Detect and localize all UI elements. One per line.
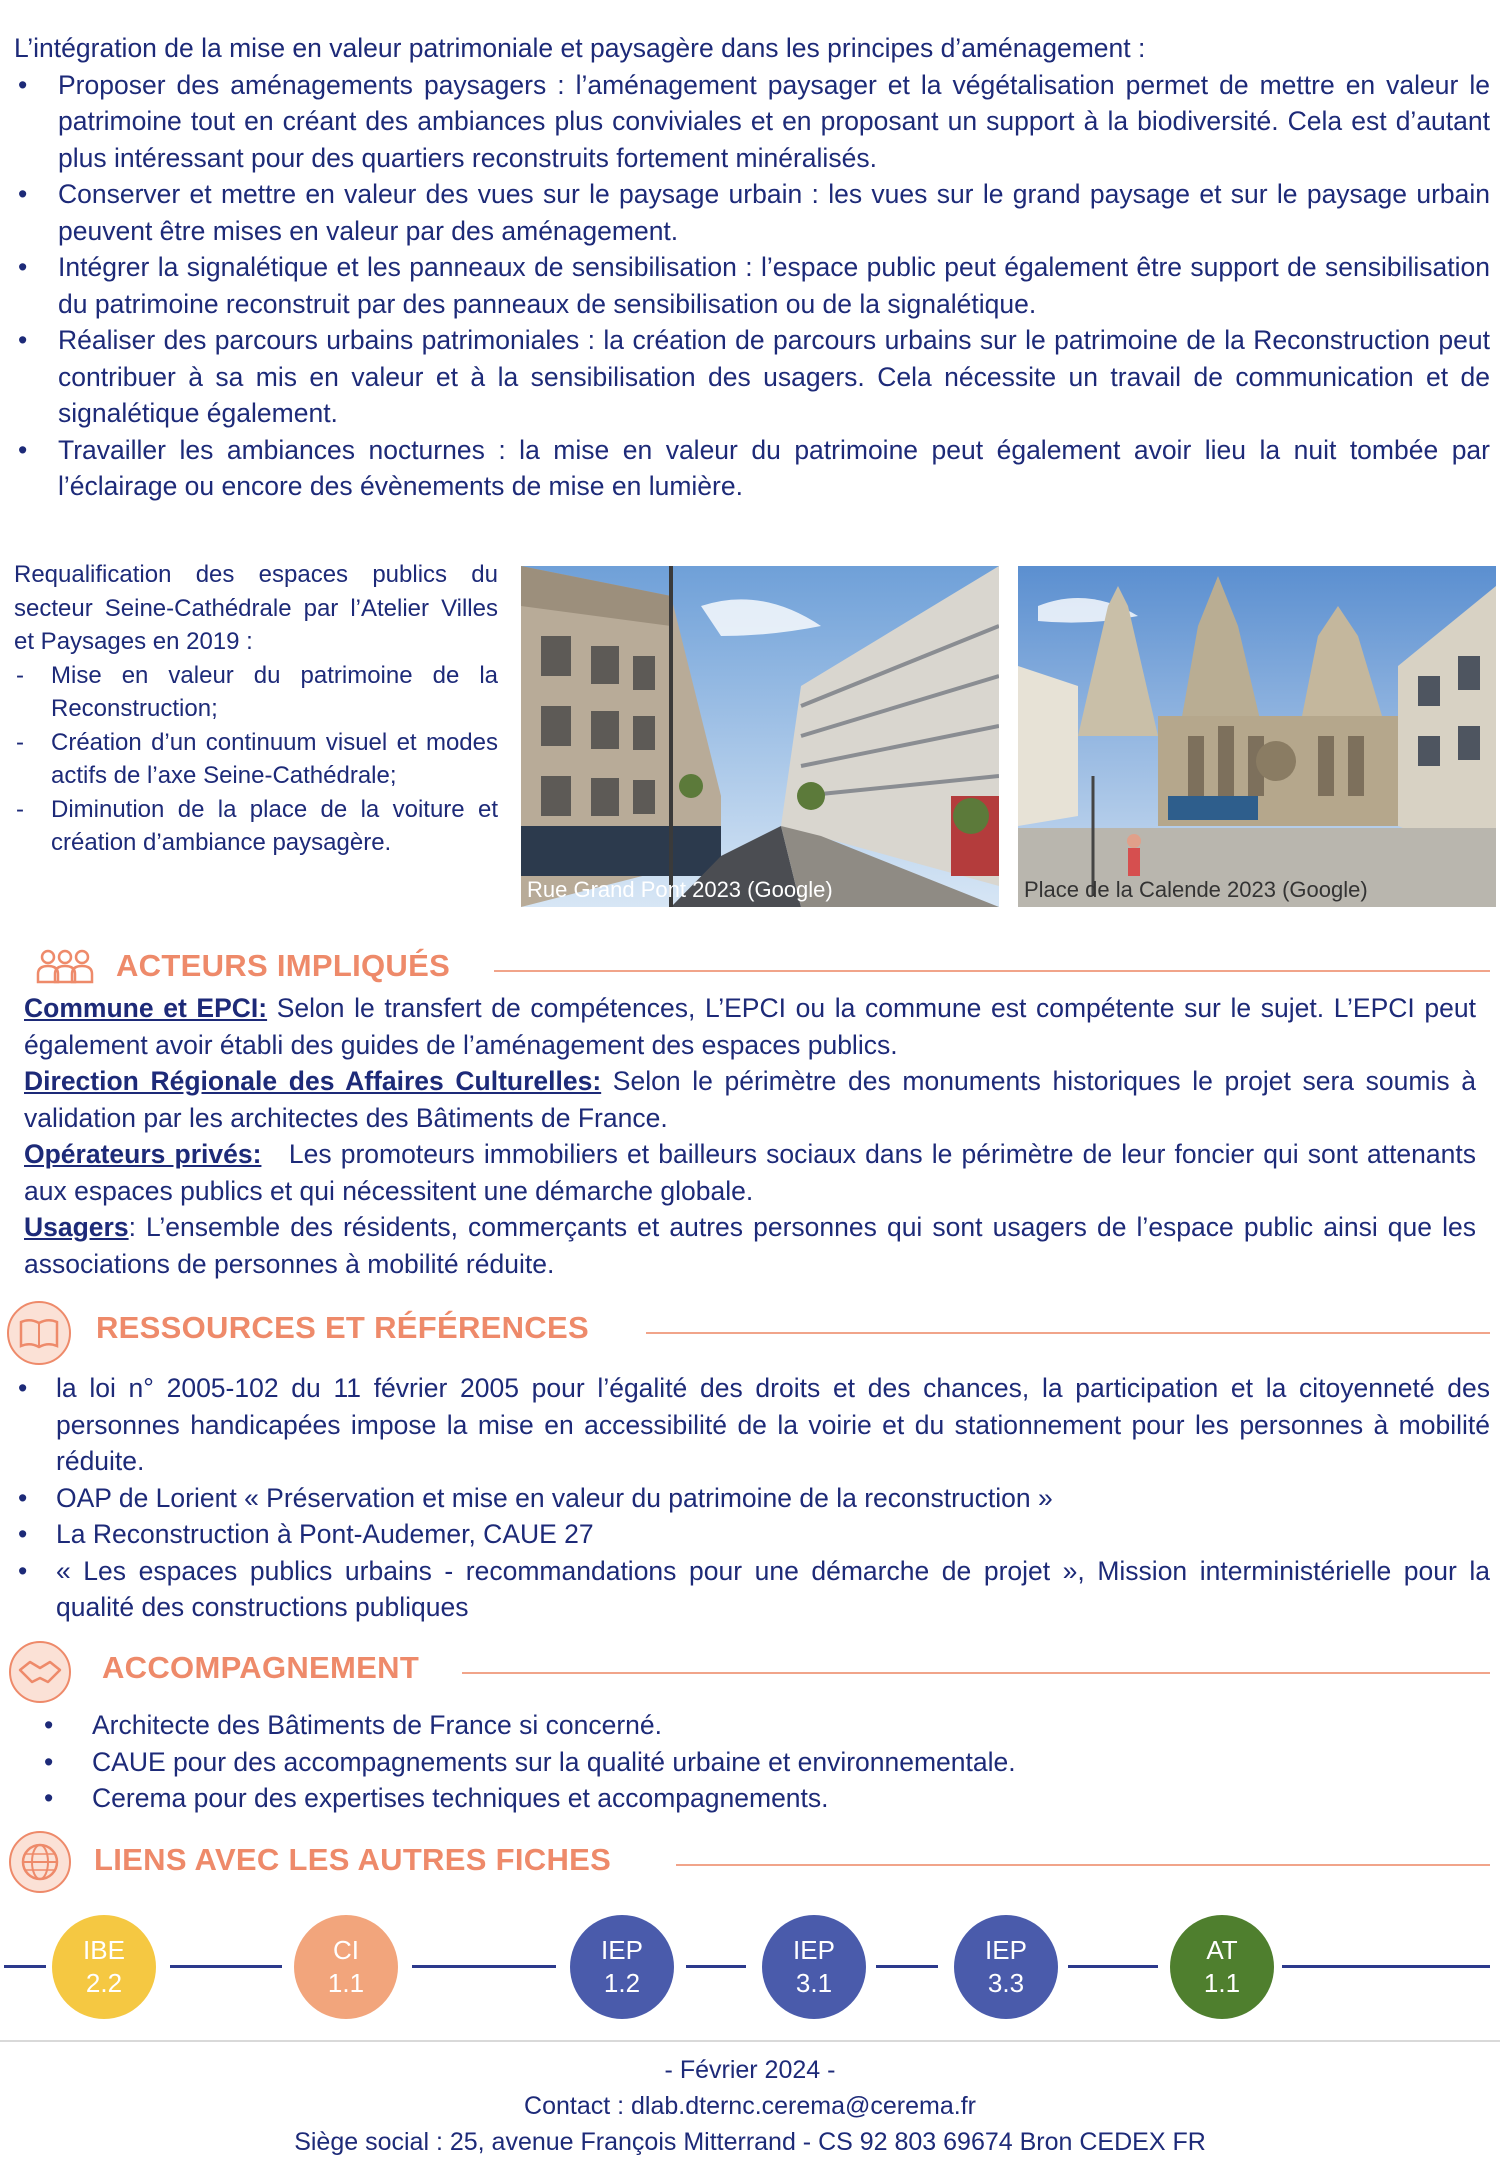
timeline-connector — [1282, 1965, 1490, 1968]
accompaniment-item: • Architecte des Bâtiments de France si concerné. — [40, 1707, 1490, 1744]
fiche-link-iep-1-2[interactable] — [570, 1915, 674, 2019]
intro-bullet: • Conserver et mettre en valeur des vues sur le paysage urbain : les vues sur le grand paysage et sur le paysage urbain peuvent être mises en valeur par des aménagement. — [14, 176, 1490, 249]
actor-description: Les promoteurs immobiliers et bailleurs sociaux dans le périmètre de leur foncier qui sont attenants aux espaces publics et qui nécessitent une démarche globale. — [24, 1139, 1484, 1206]
fiche-number: 1.2 — [603, 1968, 641, 1998]
fiche-code: AT — [1206, 1935, 1238, 1965]
fiche-link-ci-1-1[interactable] — [294, 1915, 398, 2019]
accompaniment-section — [40, 1707, 1490, 1817]
section-rule — [646, 1332, 1490, 1334]
section-rule — [676, 1864, 1490, 1866]
footer-date: - Février 2024 - — [664, 2056, 836, 2084]
resources-list — [16, 1370, 1490, 1626]
actor-entry — [24, 1063, 1476, 1136]
fiche-link-iep-3-3[interactable] — [954, 1915, 1058, 2019]
fiche-code: CI — [333, 1935, 359, 1965]
intro-bullet: • Intégrer la signalétique et les panneaux de sensibilisation : l’espace public peut également être support de sensibilisation du patrimoine reconstruit par des panneaux de sensibilisation ou de la signalétique. — [14, 249, 1490, 322]
timeline-connector — [4, 1965, 46, 1968]
intro-section — [14, 30, 1490, 505]
section-title-acteurs: ACTEURS IMPLIQUÉS — [116, 948, 451, 983]
cathedral-photo-illustration — [1018, 566, 1496, 907]
footer-address: Siège social : 25, avenue François Mitterrand - CS 92 803 69674 Bron CEDEX FR — [294, 2128, 1206, 2156]
photo-place-calende — [1018, 566, 1496, 907]
resource-item: • « Les espaces publics urbains - recommandations pour une démarche de projet », Mission interministérielle pour la qualité des constructions publiques — [16, 1553, 1490, 1626]
actor-name: Commune et EPCI: — [24, 993, 268, 1023]
fiche-code: IEP — [793, 1935, 835, 1965]
example-text — [14, 558, 498, 860]
accompaniment-item: • Cerema pour des expertises techniques et accompagnements. — [40, 1780, 1490, 1817]
section-title-ressources: RESSOURCES ET RÉFÉRENCES — [96, 1310, 589, 1345]
globe-icon — [8, 1830, 72, 1899]
timeline-connector — [686, 1965, 746, 1968]
fiche-code: IBE — [83, 1935, 125, 1965]
fiche-number: 3.1 — [795, 1968, 833, 1998]
actor-name: Direction Régionale des Affaires Culturelles: — [24, 1066, 602, 1096]
actor-description: : L’ensemble des résidents, commerçants et autres personnes qui sont usagers de l’espace public ainsi que les associations de personnes à mobilité réduite. — [24, 1212, 1476, 1279]
intro-bullet-list — [14, 67, 1490, 505]
accompaniment-item: • CAUE pour des accompagnements sur la qualité urbaine et environnementale. — [40, 1744, 1490, 1781]
fiche-code: IEP — [601, 1935, 643, 1965]
section-title-liens: LIENS AVEC LES AUTRES FICHES — [94, 1842, 612, 1877]
timeline-connector — [1068, 1965, 1158, 1968]
actor-entry — [24, 1209, 1476, 1282]
photo-caption: Rue Grand Pont 2023 (Google) — [527, 877, 833, 902]
example-item: - Diminution de la place de la voiture et création d’ambiance paysagère. — [14, 793, 498, 860]
footer-contact: Contact : dlab.dternc.cerema@cerema.fr — [524, 2092, 976, 2120]
actor-description: Selon le transfert de compétences, L’EPCI ou la commune est compétente sur le sujet. L’EPCI peut également avoir établi des guides de l’aménagement des espaces publics. — [24, 993, 1476, 1060]
fiche-number: 3.3 — [987, 1968, 1025, 1998]
intro-bullet: • Proposer des aménagements paysagers : l’aménagement paysager et la végétalisation permet de mettre en valeur le patrimoine tout en créant des ambiances plus conviviales et en proposant un support à la biodiversité. Cela est d’autant plus intéressant pour des quartiers reconstruits fortement minéralisés. — [14, 67, 1490, 177]
actor-name: Usagers — [24, 1212, 129, 1242]
intro-lead: L’intégration de la mise en valeur patrimoniale et paysagère dans les principes d’aménagement : — [14, 33, 1146, 63]
actor-name: Opérateurs privés: — [24, 1139, 262, 1169]
fiche-code: IEP — [985, 1935, 1027, 1965]
example-intro: Requalification des espaces publics du secteur Seine-Cathédrale par l’Atelier Villes et Paysages en 2019 : — [14, 561, 498, 655]
fiche-number: 2.2 — [85, 1968, 123, 1998]
resource-item: • La Reconstruction à Pont-Audemer, CAUE 27 — [16, 1516, 1490, 1553]
resources-section — [16, 1370, 1490, 1626]
timeline-connector — [412, 1965, 556, 1968]
people-icon — [36, 946, 94, 991]
fiche-number: 1.1 — [327, 1968, 365, 1998]
section-title-accompagnement: ACCOMPAGNEMENT — [102, 1650, 420, 1685]
fiche-link-iep-3-1[interactable] — [762, 1915, 866, 2019]
footer-divider — [0, 2040, 1500, 2042]
fiche-link-at-1-1[interactable] — [1170, 1915, 1274, 2019]
section-rule — [494, 970, 1490, 972]
fiche-number: 1.1 — [1203, 1968, 1241, 1998]
resource-item: • la loi n° 2005-102 du 11 février 2005 pour l’égalité des droits et des chances, la participation et la citoyenneté des personnes handicapées impose la mise en accessibilité de la voirie et du stationnement pour les personnes à mobilité réduite. — [16, 1370, 1490, 1480]
intro-bullet: • Travailler les ambiances nocturnes : la mise en valeur du patrimoine peut également avoir lieu la nuit tombée par l’éclairage ou encore des évènements de mise en lumière. — [14, 432, 1490, 505]
example-item: - Création d’un continuum visuel et modes actifs de l’axe Seine-Cathédrale; — [14, 726, 498, 793]
actors-section — [24, 990, 1484, 1282]
book-icon — [6, 1300, 72, 1371]
actor-entry — [24, 1136, 1484, 1209]
example-list — [14, 659, 498, 860]
handshake-icon — [8, 1640, 72, 1709]
timeline-connector — [876, 1965, 938, 1968]
timeline-connector — [170, 1965, 282, 1968]
accompaniment-list — [40, 1707, 1490, 1817]
example-item: - Mise en valeur du patrimoine de la Reconstruction; — [14, 659, 498, 726]
intro-bullet: • Réaliser des parcours urbains patrimoniales : la création de parcours urbains sur le patrimoine de la Reconstruction peut contribuer à sa mis en valeur et à la sensibilisation des usagers. Cela nécessite un travail de communication et de signalétique également. — [14, 322, 1490, 432]
section-rule — [462, 1672, 1490, 1674]
actor-entry — [24, 990, 1476, 1063]
actor-description: Selon le périmètre des monuments historiques le projet sera soumis à validation par les architectes des Bâtiments de France. — [24, 1066, 1476, 1133]
fiche-link-ibe-2-2[interactable] — [52, 1915, 156, 2019]
resource-item: • OAP de Lorient « Préservation et mise en valeur du patrimoine de la reconstruction » — [16, 1480, 1490, 1517]
photo-caption: Place de la Calende 2023 (Google) — [1024, 877, 1368, 902]
street-photo-illustration — [521, 566, 999, 907]
photo-rue-grand-pont — [521, 566, 999, 907]
